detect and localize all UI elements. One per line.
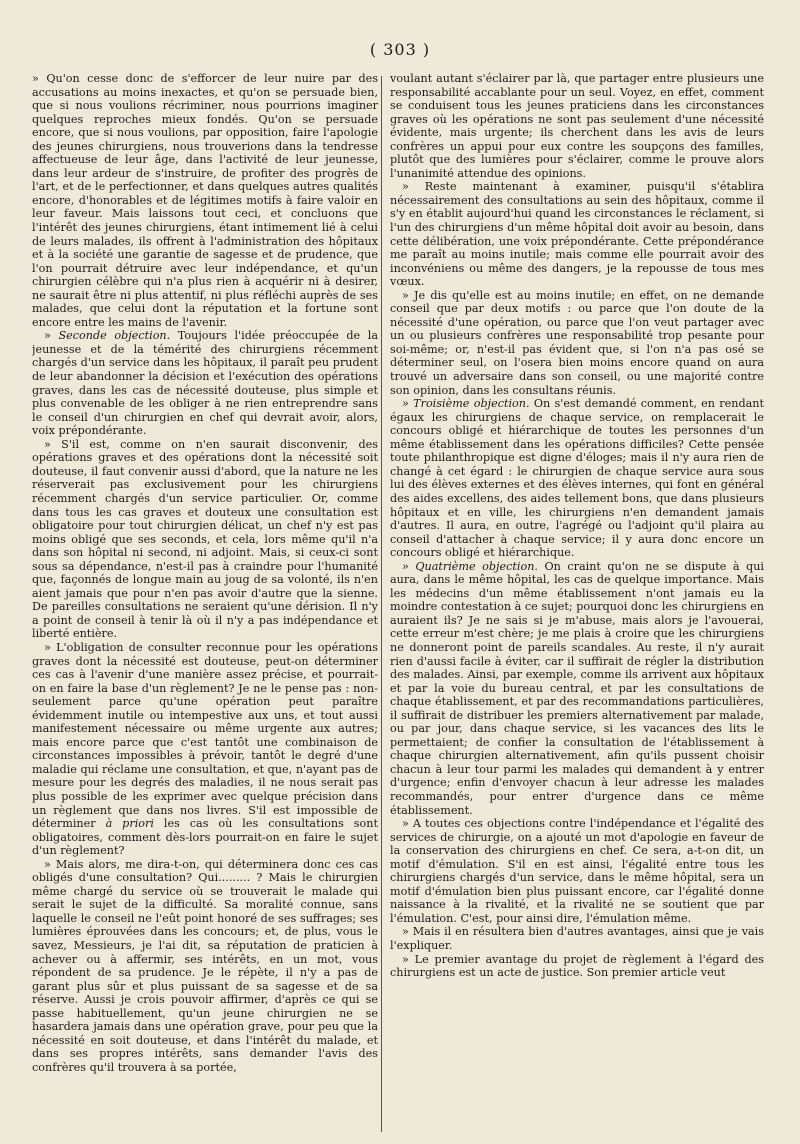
paragraph: » Mais il en résultera bien d'autres avantages, ainsi que je vais l'expliquer. — [390, 925, 764, 952]
paragraph: » Mais alors, me dira-t-on, qui déterminera donc ces cas obligés d'une consultation? Qui......... ? Mais le chirurgien même chargé du service où se trouverait le malade qui serait le sujet de la difficulté. Sa moralité connue, sans laquelle le conseil ne l'eût point honoré de ses suffrages; ses lumières éprouvées dans les concours; et, de plus, vous le savez, Messieurs, je l'ai dit, sa réputation de praticien à achever ou à affermir, ses intérêts, en un mot, vous répondent de sa prudence. Je le répète, il n'y a pas de garant plus sûr et plus puissant de sa sagesse et de sa réserve. Aussi je crois pouvoir affirmer, d'après ce qui se passe habituellement, qu'un jeune chirurgien ne se hasardera jamais dans une opération grave, pour peu que la nécessité en soit douteuse, et dans l'intérêt du malade, et dans ses propres intérêts, sans demander l'avis des confrères qu'il trouvera à sa portée, — [32, 857, 378, 1074]
paragraph-text: Toujours l'idée préoccupée de la jeunesse et de la témérité des chirurgiens récemment chargés d'un service dans les hôpitaux, il paraît peu prudent de leur abandonner la décision et l'exécution des opérations graves, dans les cas de nécessité douteuse, plus simple et plus convenable de les obliger à ne rien entreprendre sans le conseil d'un chirurgien en chef qui devrait avoir, alors, voix prépondérante. — [32, 329, 378, 438]
page-number: ( 303 ) — [369, 40, 431, 59]
objection-heading: » Quatrième objection. — [402, 559, 538, 573]
italic-term: à priori — [105, 817, 154, 831]
paragraph: » A toutes ces objections contre l'indépendance et l'égalité des services de chirurgie, on a ajouté un mot d'apologie en faveur de la conservation des chirurgiens en chef. Ce sera, a-t-on dit, un motif d'émulation. S'il en est ainsi, l'égalité entre tous les chirurgiens chargés d'un service, dans le même hôpital, sera un motif d'émulation bien plus puissant encore, car l'égalité donne naissance à la rivalité, et la rivalité ne se soutient que par l'émulation. C'est, pour ainsi dire, l'émulation même. — [390, 817, 764, 925]
objection-heading: » Troisième objection. — [402, 397, 530, 411]
paragraph-text: On s'est demandé comment, en rendant égaux les chirurgiens de chaque service, on remplacerait le concours obligé et hiérarchique de toutes les personnes d'un même établissement dans les opérations difficiles? Cette pensée toute philanthropique est digne d'éloges; mais il n'y aura rien de changé à cet égard : le chirurgien de chaque service aura sous lui des élèves externes et des élèves internes, qui font en général des aides excellens, des aides tellement bons, que dans plusieurs hôpitaux et en ville, les chirurgiens n'en demandent jamais d'autres. Il aura, en outre, l'agrégé ou l'adjoint qu'il plaira au conseil d'attacher à chaque service; il y aura donc encore un concours obligé et hiérarchique. — [390, 397, 764, 560]
paragraph-text: les cas où les consultations sont obligatoires, comment dès-lors pourrait-on en faire le sujet d'un règlement? — [32, 817, 378, 858]
paragraph: » Le premier avantage du projet de règlement à l'égard des chirurgiens est un acte de justice. Son premier article veut — [390, 952, 764, 980]
left-column — [32, 72, 378, 1136]
right-column — [390, 72, 764, 1136]
paragraph: » Qu'on cesse donc de s'efforcer de leur nuire par des accusations au moins inexactes, et qu'on se persuade bien, que si nous voulions récriminer, nous pourrions imaginer quelques reproches mieux fondés. Qu'on se persuade encore, que si nous voulions, par opposition, faire l'apologie des jeunes chirurgiens, nous trouverions dans la tendresse affectueuse de leur âge, dans l'activité de leur jeunesse, dans leur ardeur de s'instruire, de profiter des progrès de l'art, et de le perfectionner, et dans quelques autres qualités encore, d'honorables et de légitimes motifs à faire valoir en leur faveur. Mais laissons tout ceci, et concluons que l'intérêt des jeunes chirurgiens, étant intimement lié à celui de leurs malades, ils offrent à l'administration des hôpitaux et à la société une garantie de sagesse et de prudence, que l'on pourrait détruire avec leur indépendance, et qu'un chirurgien célèbre qui n'a plus rien à acquérir ni à desirer, ne saurait être ni plus attentif, ni plus réfléchi auprès de ses malades, que celui dont la réputation et la fortune sont encore entre les mains de l'avenir. — [32, 72, 378, 329]
column-divider — [381, 76, 382, 1132]
paragraph — [390, 560, 764, 817]
paragraph — [32, 641, 378, 858]
paragraph: » S'il est, comme on n'en saurait disconvenir, des opérations graves et des opérations dont la nécessité soit douteuse, il faut convenir aussi d'abord, que la nature ne les réserverait pas exclusivement pour les chirurgiens récemment chargés d'un service particulier. Or, comme dans tous les cas graves et douteux une consultation est obligatoire pour tout chirurgien délicat, un chef n'y est pas moins obligé que ses seconds, et cela, lors même qu'il n'a dans son hôpital ni second, ni adjoint. Mais, si ceux-ci sont sous sa dépendance, n'est-il pas à craindre pour l'humanité que, façonnés de longue main au joug de sa volonté, ils n'en aient jamais que pour n'en pas avoir d'autre que la sienne. De pareilles consultations ne seraient qu'une dérision. Il n'y a point de conseil à tenir là où il n'y a pas indépendance et liberté entière. — [32, 437, 378, 641]
paragraph-text: On craint qu'on ne se dispute à qui aura, dans le même hôpital, les cas de quelque importance. Mais les médecins d'un même établissement n'ont jamais eu la moindre contestation à ce sujet; pourquoi donc les chirurgiens en auraient ils? Je ne sais si je m'abuse, mais alors je l'avouerai, cette erreur m'est chère; je me plais à croire que les chirurgiens ne donneront point de pareils scandales. Au reste, il n'y aurait rien d'aussi facile à éviter, car il suffirait de régler la distribution des malades. Ainsi, par exemple, comme ils arrivent aux hôpitaux et par la voie du bureau central, et par les consultations de chaque établissement, et par des recommandations particulières, il suffirait de distribuer les premiers alternativement par malade, ou par jour, dans chaque service, si les vacances des lits le permettaient; de confier la consultation de l'établissement à chaque chirurgien alternativement, afin qu'ils pussent choisir chacun à leur tour parmi les malades qui demandent à y entrer d'urgence; enfin d'envoyer chacun à leur adresse les malades recommandés, pour entrer d'urgence dans ce même établissement. — [390, 559, 764, 817]
paragraph: » Je dis qu'elle est au moins inutile; en effet, on ne demande conseil que par deux motifs : ou parce que l'on doute de la nécessité d'une opération, ou parce que l'on veut partager avec un ou plusieurs confrères une responsabilité trop pesante pour soi-même; or, n'est-il pas évident que, si l'on n'a pas osé se déterminer seul, on l'osera bien moins encore quand on aura trouvé un adversaire dans son conseil, ou une majorité contre son opinion, dans les consultans réunis. — [390, 288, 764, 397]
paragraph: » Reste maintenant à examiner, puisqu'il s'établira nécessairement des consultations au sein des hôpitaux, comme il s'y en établit aujourd'hui quand les circonstances le réclament, si l'un des chirurgiens d'un même hôpital doit avoir au besoin, dans cette délibération, une voix prépondérante. Cette prépondérance me paraît au moins inutile; mais comme elle pourrait avoir des inconvéniens ou même des dangers, je la repousse de tous mes vœux. — [390, 180, 764, 289]
objection-heading: Seconde objection. — [58, 329, 171, 343]
paragraph: » Seconde objection. Toujours l'idée préoccupée de la jeunesse et de la témérité des chirurgiens récemment chargés d'un service dans les hôpitaux, il paraît peu prudent de leur abandonner la décision et l'exécution des opérations graves, dans les cas de nécessité douteuse, plus simple et plus convenable de les obliger à ne rien entreprendre sans le conseil d'un chirurgien en chef qui devrait avoir, alors, voix prépondérante. — [32, 329, 378, 438]
paragraph-text: » L'obligation de consulter reconnue pour les opérations graves dont la nécessité est douteuse, peut-on déterminer ces cas à l'avenir d'une manière assez précise, et pourrait-on en faire la base d'un règlement? Je ne le pense pas : non-seulement parce qu'une opération peut paraître évidemment inutile ou intempestive aux uns, et tout aussi manifestement nécessaire ou même urgente aux autres; mais encore parce que c'est tantôt une combinaison de circonstances impossibles à prévoir, tantôt le degré d'une maladie qui réclame une consultation, et que, n'ayant pas de mesure pour les degrés des maladies, il ne nous serait pas plus possible de les exprimer avec quelque précision dans un règlement que dans nos livres. S'il est impossible de déterminer — [32, 640, 378, 831]
paragraph: voulant autant s'éclairer par là, que partager entre plusieurs une responsabilité accablante pour un seul. Voyez, en effet, comment se conduisent tous les jeunes praticiens dans les circonstances graves où les opérations ne sont pas seulement d'une nécessité évidente, mais urgente; ils cherchent dans les avis de leurs confrères un appui pour eux contre les soupçons des familles, plutôt que des lumières pour s'éclairer, comme le prouve alors l'unanimité attendue des opinions. — [390, 72, 764, 180]
paragraph — [390, 397, 764, 560]
